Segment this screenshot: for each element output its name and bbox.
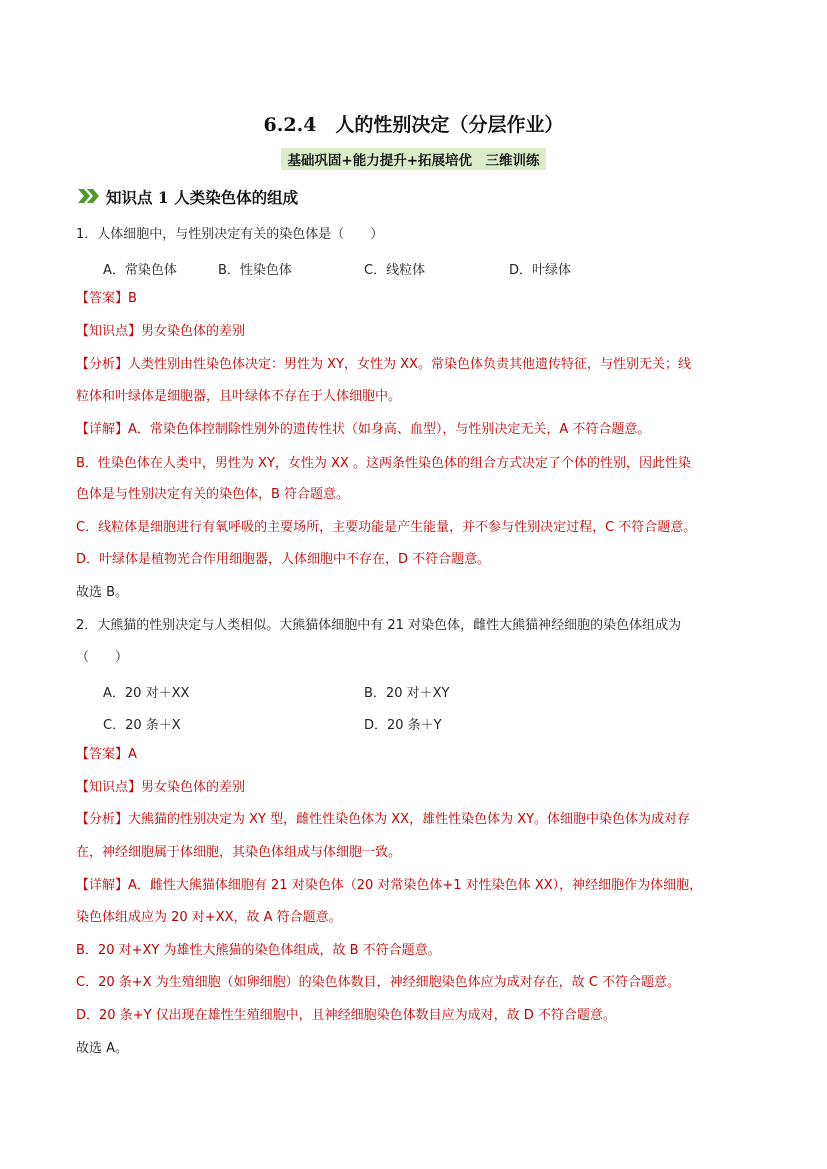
double-chevron-icon [78, 188, 100, 207]
answer-value: B [128, 291, 137, 306]
kp-value: 男女染色体的差别 [141, 324, 246, 339]
analysis-label: 【分析】 [76, 812, 129, 827]
q1-answer [76, 290, 756, 308]
analysis-text: 大熊猫的性别决定为 XY 型，雌性性染色体为 XX，雄性性染色体为 XY。体细胞中染色体为成对存 [128, 812, 691, 827]
q2-conclusion: 故选 A。 [76, 1041, 129, 1056]
q1-analysis-2: 粒体和叶绿体是细胞器，且叶绿体不存在于人体细胞中。 [76, 389, 402, 404]
q2-option-b: B．20 对＋XY [364, 686, 450, 701]
q2-analysis-1 [76, 811, 756, 829]
detail-label: 【详解】 [76, 422, 129, 437]
q2-stem-2: （ ） [76, 650, 129, 665]
kp-label: 【知识点】 [76, 324, 142, 339]
analysis-label: 【分析】 [76, 357, 129, 372]
q1-knowledge-point [76, 323, 756, 341]
q1-conclusion: 故选 B。 [76, 585, 129, 600]
q1-analysis-1 [76, 356, 756, 374]
q2-detail-4: C．20 条+X 为生殖细胞（如卵细胞）的染色体数目，神经细胞染色体应为成对存在，故 C 不符合题意。 [76, 975, 681, 990]
q2-detail-2: 染色体组成应为 20 对+XX，故 A 符合题意。 [76, 910, 342, 925]
q2-detail-1 [76, 877, 756, 895]
q2-knowledge-point [76, 779, 756, 797]
q2-option-a: A．20 对＋XX [103, 686, 190, 701]
q2-option-c: C．20 条＋X [103, 718, 181, 733]
q2-answer [76, 746, 756, 764]
detail-label: 【详解】 [76, 878, 129, 893]
detail-text: A．常染色体控制除性别外的遗传性状（如身高、血型），与性别决定无关，A 不符合题意。 [128, 422, 651, 437]
q2-stem-1: 2．大熊猫的性别决定与人类相似。大熊猫体细胞中有 21 对染色体，雌性大熊猫神经细胞的染色体组成为 [76, 618, 682, 633]
section-title: 知识点 1 人类染色体的组成 [106, 188, 299, 207]
q1-option-a: A．常染色体 [103, 263, 177, 278]
answer-value: A [128, 747, 137, 762]
analysis-text: 人类性别由性染色体决定：男性为 XY，女性为 XX。常染色体负责其他遗传特征，与性别无关；线 [128, 357, 691, 372]
section-heading [78, 186, 298, 208]
q1-detail-2: B．性染色体在人类中，男性为 XY，女性为 XX 。这两条性染色体的组合方式决定了个体的性别，因此性染 [76, 456, 691, 471]
subtitle-wrap [0, 148, 827, 170]
answer-label: 【答案】 [76, 291, 129, 306]
q2-detail-3: B．20 对+XY 为雄性大熊猫的染色体组成，故 B 不符合题意。 [76, 943, 441, 958]
q1-option-b: B．性染色体 [218, 263, 292, 278]
q2-analysis-2: 在，神经细胞属于体细胞，其染色体组成与体细胞一致。 [76, 845, 402, 860]
kp-label: 【知识点】 [76, 780, 142, 795]
q1-detail-5: D．叶绿体是植物光合作用细胞器，人体细胞中不存在，D 不符合题意。 [76, 552, 491, 567]
q2-detail-5: D．20 条+Y 仅出现在雄性生殖细胞中，且神经细胞染色体数目应为成对，故 D 不符合题意。 [76, 1008, 616, 1023]
answer-label: 【答案】 [76, 747, 129, 762]
page-title: 6.2.4 人的性别决定（分层作业） [263, 114, 564, 136]
kp-value: 男女染色体的差别 [141, 780, 246, 795]
q2-option-d: D．20 条＋Y [364, 718, 442, 733]
q1-stem: 1．人体细胞中，与性别决定有关的染色体是（ ） [76, 227, 384, 242]
q1-detail-4: C．线粒体是细胞进行有氧呼吸的主要场所，主要功能是产生能量，并不参与性别决定过程，C 不符合题意。 [76, 520, 697, 535]
q1-detail-1 [76, 421, 756, 439]
q1-option-d: D．叶绿体 [509, 263, 572, 278]
page-subtitle: 基础巩固+能力提升+拓展培优 三维训练 [281, 148, 545, 170]
q1-option-c: C．线粒体 [364, 263, 426, 278]
detail-text: A．雌性大熊猫体细胞有 21 对染色体（20 对常染色体+1 对性染色体 XX），神经细胞作为体细胞， [128, 878, 703, 893]
q1-detail-3: 色体是与性别决定有关的染色体，B 符合题意。 [76, 487, 350, 502]
